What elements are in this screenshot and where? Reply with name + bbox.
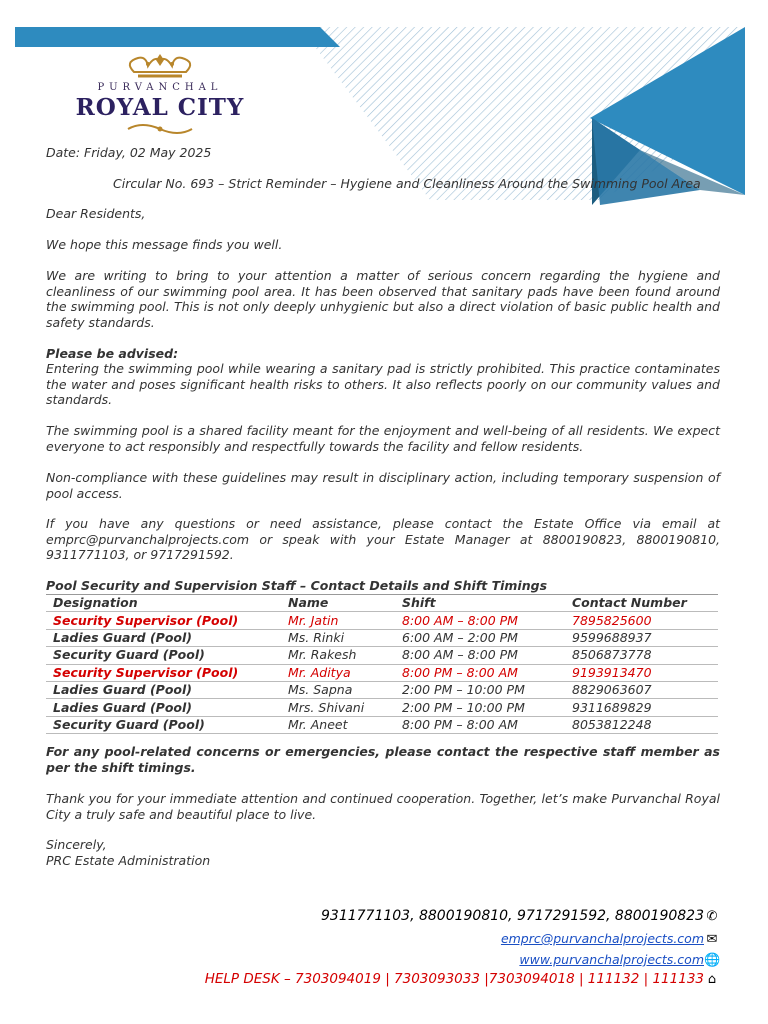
cell-name: Mr. Jatin xyxy=(281,612,395,629)
advised-heading: Please be advised: xyxy=(46,346,179,361)
header-name: Name xyxy=(281,595,395,612)
table-header-row xyxy=(46,595,718,612)
table-row xyxy=(46,699,718,716)
cell-name: Ms. Rinki xyxy=(281,629,395,646)
header-designation: Designation xyxy=(46,595,281,612)
table-row xyxy=(46,629,718,646)
date-line: Date: Friday, 02 May 2025 xyxy=(46,145,212,160)
cell-shift: 8:00 AM – 8:00 PM xyxy=(395,647,565,664)
paragraph-thanks: Thank you for your immediate attention and continued cooperation. Together, let’s make Purvanchal Royal City a truly safe and beautiful place to live. xyxy=(46,791,720,822)
cell-designation: Ladies Guard (Pool) xyxy=(46,629,281,646)
cell-shift: 8:00 PM – 8:00 AM xyxy=(395,664,565,681)
paragraph-concern: We are writing to bring to your attention a matter of serious concern regarding the hygiene and cleanliness of our swimming pool area. It has been observed that sanitary pads have been found around the swimming pool. This is not only deeply unhygienic but also a direct violation of basic public health and safety standards. xyxy=(46,268,720,330)
header-contact: Contact Number xyxy=(565,595,718,612)
table-row xyxy=(46,664,718,681)
footer-helpdesk-line xyxy=(205,971,720,987)
cell-name: Ms. Sapna xyxy=(281,681,395,698)
cell-contact: 7895825600 xyxy=(565,612,718,629)
cell-contact: 9193913470 xyxy=(565,664,718,681)
globe-icon: 🌐 xyxy=(704,953,721,968)
cell-designation: Security Guard (Pool) xyxy=(46,647,281,664)
table-title: Pool Security and Supervision Staff – Contact Details and Shift Timings xyxy=(46,578,548,593)
cell-contact: 8053812248 xyxy=(565,716,718,733)
logo-top-text: PURVANCHAL xyxy=(97,82,223,93)
table-row xyxy=(46,612,718,629)
cell-name: Mr. Aneet xyxy=(281,716,395,733)
footer-website-line xyxy=(519,952,720,968)
table-row xyxy=(46,647,718,664)
circular-subject: Circular No. 693 – Strict Reminder – Hygiene and Cleanliness Around the Swimming Pool Area xyxy=(113,176,701,191)
cell-shift: 6:00 AM – 2:00 PM xyxy=(395,629,565,646)
signature: PRC Estate Administration xyxy=(46,853,211,868)
cell-designation: Security Supervisor (Pool) xyxy=(46,664,281,681)
table-row xyxy=(46,716,718,733)
footer-helpdesk: HELP DESK – 7303094019 | 7303093033 |7303094018 | 111132 | 111133 xyxy=(204,971,704,987)
staff-table xyxy=(46,594,718,734)
footer-phones-line xyxy=(321,908,720,924)
cell-shift: 8:00 PM – 8:00 AM xyxy=(395,716,565,733)
cell-shift: 8:00 AM – 8:00 PM xyxy=(395,612,565,629)
cell-designation: Security Supervisor (Pool) xyxy=(46,612,281,629)
logo xyxy=(72,50,248,138)
salutation: Dear Residents, xyxy=(46,206,146,221)
crown-emblem-icon xyxy=(120,50,200,82)
paragraph-contact: If you have any questions or need assistance, please contact the Estate Office via email at emprc@purvanchalprojects.com or speak with your Estate Manager at 8800190823, 8800190810, 9311771103, or 9717291592. xyxy=(46,516,720,563)
footer-email-line xyxy=(501,931,720,947)
cell-contact: 9599688937 xyxy=(565,629,718,646)
cell-shift: 2:00 PM – 10:00 PM xyxy=(395,699,565,716)
ornament-icon xyxy=(124,122,196,136)
paragraph-noncompliance: Non-compliance with these guidelines may result in disciplinary action, including temporary suspension of pool access. xyxy=(46,470,720,501)
paragraph-prohibition: Entering the swimming pool while wearing a sanitary pad is strictly prohibited. This practice contaminates the water and poses significant health risks to others. It also reflects poorly on our community values and standards. xyxy=(46,361,720,408)
footer-email-link[interactable]: emprc@purvanchalprojects.com xyxy=(500,931,704,946)
home-icon: ⌂ xyxy=(707,972,717,987)
envelope-icon: ✉ xyxy=(706,932,718,947)
paragraph-emergency: For any pool-related concerns or emergencies, please contact the respective staff member as per the shift timings. xyxy=(46,744,720,775)
cell-name: Mr. Rakesh xyxy=(281,647,395,664)
cell-designation: Ladies Guard (Pool) xyxy=(46,699,281,716)
logo-main-text: ROYAL CITY xyxy=(75,94,245,121)
footer-website-link[interactable]: www.purvanchalprojects.com xyxy=(519,952,704,967)
cell-contact: 8829063607 xyxy=(565,681,718,698)
table-row xyxy=(46,681,718,698)
cell-contact: 8506873778 xyxy=(565,647,718,664)
paragraph-intro: We hope this message finds you well. xyxy=(46,237,283,252)
cell-shift: 2:00 PM – 10:00 PM xyxy=(395,681,565,698)
cell-name: Mrs. Shivani xyxy=(281,699,395,716)
paragraph-shared-facility: The swimming pool is a shared facility meant for the enjoyment and well-being of all residents. We expect everyone to act responsibly and respectfully towards the facility and fellow residents. xyxy=(46,423,720,454)
cell-designation: Security Guard (Pool) xyxy=(46,716,281,733)
header-shift: Shift xyxy=(395,595,565,612)
closing: Sincerely, xyxy=(46,837,107,852)
phone-icon: ✆ xyxy=(706,909,718,924)
footer-phones: 9311771103, 8800190810, 9717291592, 8800190823 xyxy=(321,908,704,924)
cell-name: Mr. Aditya xyxy=(281,664,395,681)
cell-designation: Ladies Guard (Pool) xyxy=(46,681,281,698)
cell-contact: 9311689829 xyxy=(565,699,718,716)
